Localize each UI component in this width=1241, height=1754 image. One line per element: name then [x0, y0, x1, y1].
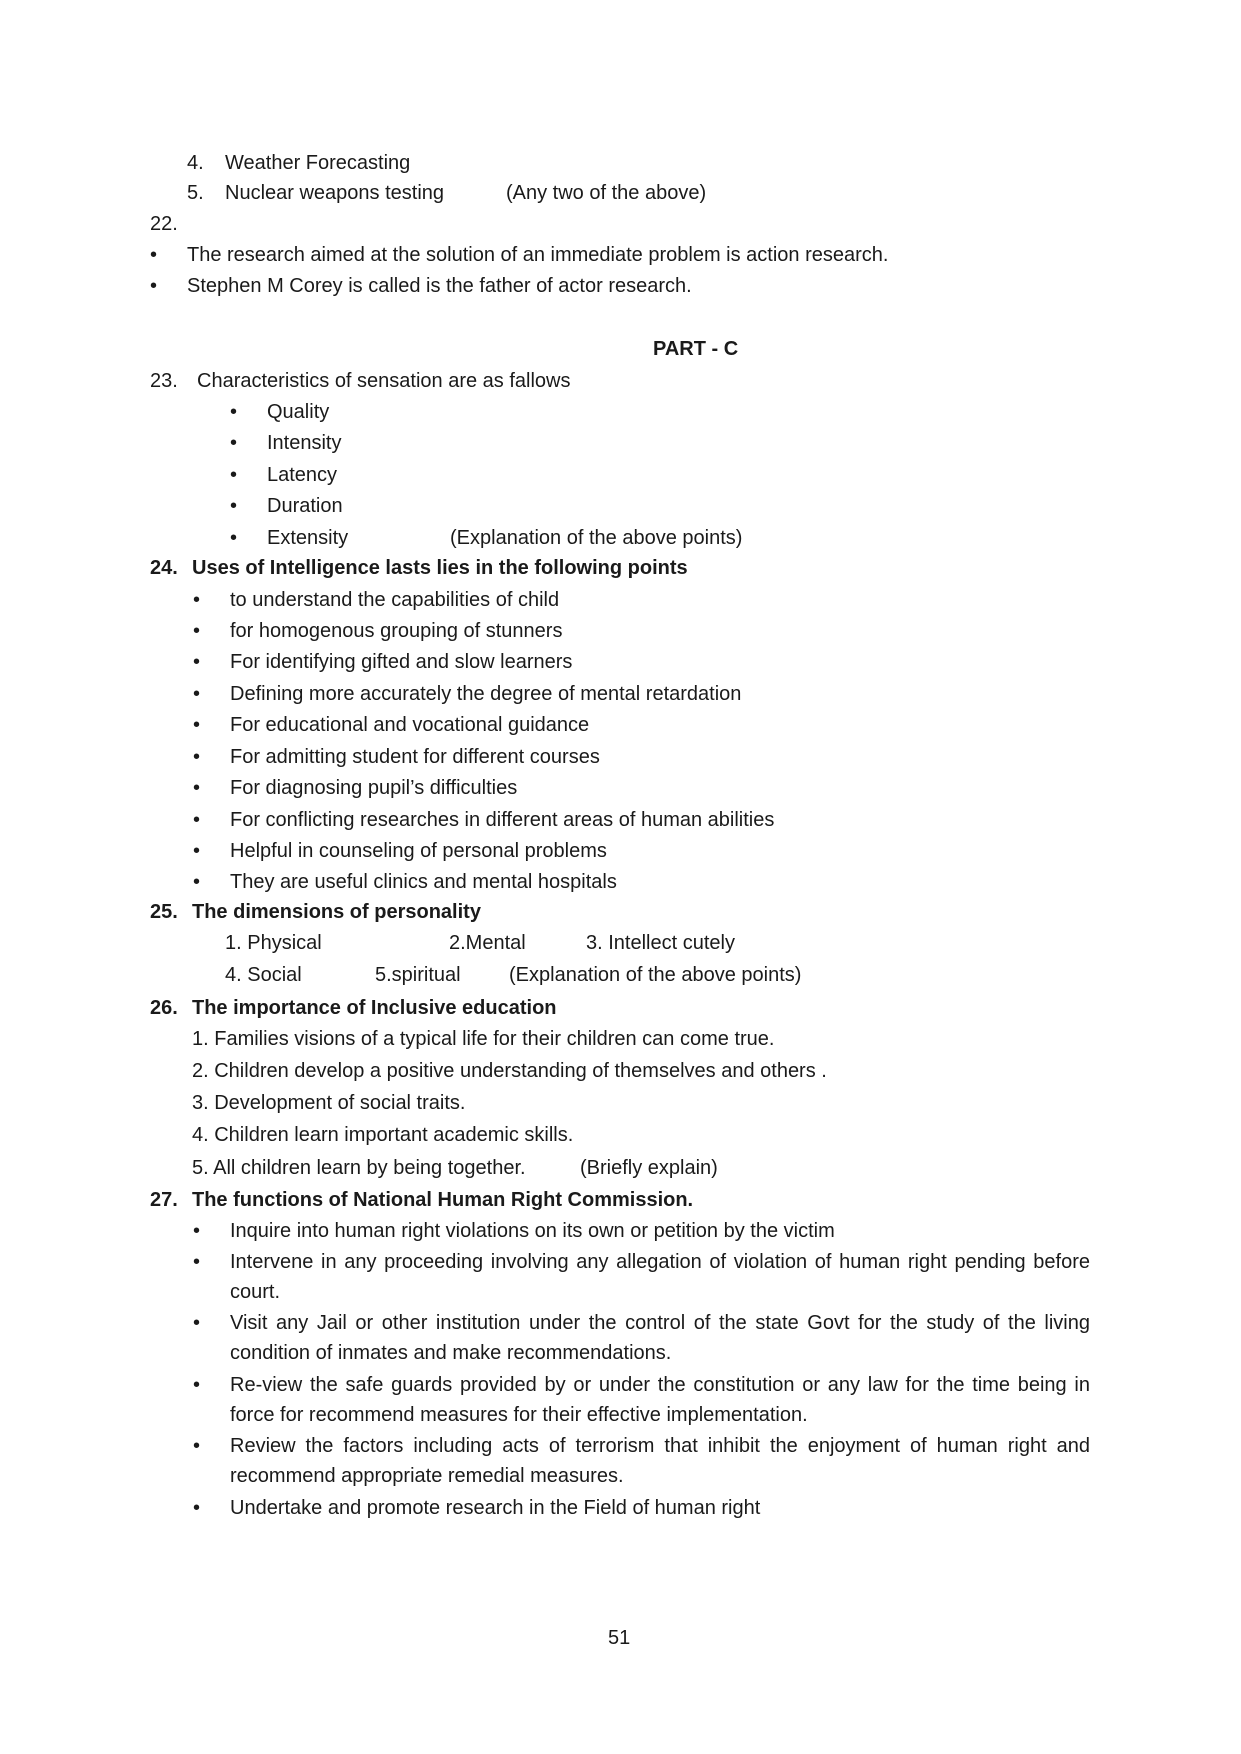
note: (Any two of the above) [506, 182, 707, 204]
bullet-icon: • [230, 401, 238, 423]
list-item: Quality [267, 401, 330, 423]
bullet-icon: • [230, 527, 238, 549]
list-item: to understand the capabilities of child [230, 589, 560, 611]
list-item: 2. Children develop a positive understanding of themselves and others . [192, 1060, 827, 1082]
list-item: For conflicting researches in different areas of human abilities [230, 809, 775, 831]
bullet-icon: • [193, 840, 201, 862]
list-item: Undertake and promote research in the Field of human right [230, 1497, 761, 1519]
list-item: 5. All children learn by being together. [192, 1157, 526, 1179]
list-item: Duration [267, 495, 343, 517]
list-item: Helpful in counseling of personal problems [230, 840, 607, 862]
list-item: For identifying gifted and slow learners [230, 651, 573, 673]
dimension-item: 4. Social [225, 964, 302, 986]
bullet-icon: • [193, 589, 201, 611]
bullet-icon: • [193, 1497, 201, 1519]
list-item: The research aimed at the solution of an immediate problem is action research. [187, 244, 889, 266]
bullet-icon: • [193, 1220, 201, 1242]
bullet-icon: • [193, 777, 201, 799]
dimension-item: 5.spiritual [375, 964, 461, 986]
bullet-icon: • [230, 495, 238, 517]
question-title: Uses of Intelligence lasts lies in the following points [192, 557, 688, 579]
list-item: Intensity [267, 432, 342, 454]
list-item: Stephen M Corey is called is the father of actor research. [187, 275, 692, 297]
question-number: 23. [150, 370, 178, 392]
bullet-icon: • [193, 871, 201, 893]
question-number: 22. [150, 213, 178, 235]
bullet-icon: • [193, 683, 201, 705]
question-number: 24. [150, 557, 178, 579]
list-item: Re-view the safe guards provided by or under the constitution or any law for the time being in force for recommend measures for their effective implementation. [230, 1374, 1090, 1426]
bullet-icon: • [230, 464, 238, 486]
list-item: 1. Families visions of a typical life for their children can come true. [192, 1028, 775, 1050]
question-title: Characteristics of sensation are as fallows [197, 370, 571, 392]
question-number: 25. [150, 901, 178, 923]
page-number: 51 [608, 1627, 631, 1649]
section-heading: PART - C [653, 338, 739, 360]
list-item: Latency [267, 464, 338, 486]
bullet-icon: • [193, 809, 201, 831]
list-item: For diagnosing pupil’s difficulties [230, 777, 518, 799]
question-title: The functions of National Human Right Commission. [192, 1189, 694, 1211]
list-item: Extensity [267, 527, 349, 549]
list-item: They are useful clinics and mental hospitals [230, 871, 617, 893]
bullet-icon: • [193, 1374, 201, 1396]
bullet-icon: • [150, 275, 158, 297]
question-title: The importance of Inclusive education [192, 997, 557, 1019]
list-item: 3. Development of social traits. [192, 1092, 466, 1114]
list-item: Visit any Jail or other institution under the control of the state Govt for the study of the living condition of inmates and make recommendations. [230, 1312, 1090, 1364]
list-item: For admitting student for different courses [230, 746, 600, 768]
note: (Explanation of the above points) [509, 964, 802, 986]
list-item: For educational and vocational guidance [230, 714, 590, 736]
bullet-icon: • [193, 1435, 201, 1457]
bullet-icon: • [193, 714, 201, 736]
list-item: Inquire into human right violations on its own or petition by the victim [230, 1220, 835, 1242]
dimension-item: 2.Mental [449, 932, 526, 954]
question-number: 27. [150, 1189, 178, 1211]
list-item: Nuclear weapons testing [225, 182, 445, 204]
list-item: Intervene in any proceeding involving any allegation of violation of human right pending before court. [230, 1251, 1090, 1303]
bullet-icon: • [193, 1251, 201, 1273]
list-item: 4. Children learn important academic skills. [192, 1124, 574, 1146]
bullet-icon: • [193, 746, 201, 768]
note: (Explanation of the above points) [450, 527, 743, 549]
bullet-icon: • [230, 432, 238, 454]
list-number: 5. [187, 182, 204, 204]
bullet-icon: • [193, 1312, 201, 1334]
list-item: Review the factors including acts of terrorism that inhibit the enjoyment of human right and recommend appropriate remedial measures. [230, 1435, 1090, 1487]
question-number: 26. [150, 997, 178, 1019]
list-number: 4. [187, 152, 204, 174]
bullet-icon: • [193, 651, 201, 673]
note: (Briefly explain) [580, 1157, 718, 1179]
dimension-item: 1. Physical [225, 932, 322, 954]
bullet-icon: • [193, 620, 201, 642]
bullet-icon: • [150, 244, 158, 266]
dimension-item: 3. Intellect cutely [586, 932, 735, 954]
question-title: The dimensions of personality [192, 901, 481, 923]
list-item: Defining more accurately the degree of mental retardation [230, 683, 742, 705]
list-item: Weather Forecasting [225, 152, 411, 174]
list-item: for homogenous grouping of stunners [230, 620, 563, 642]
